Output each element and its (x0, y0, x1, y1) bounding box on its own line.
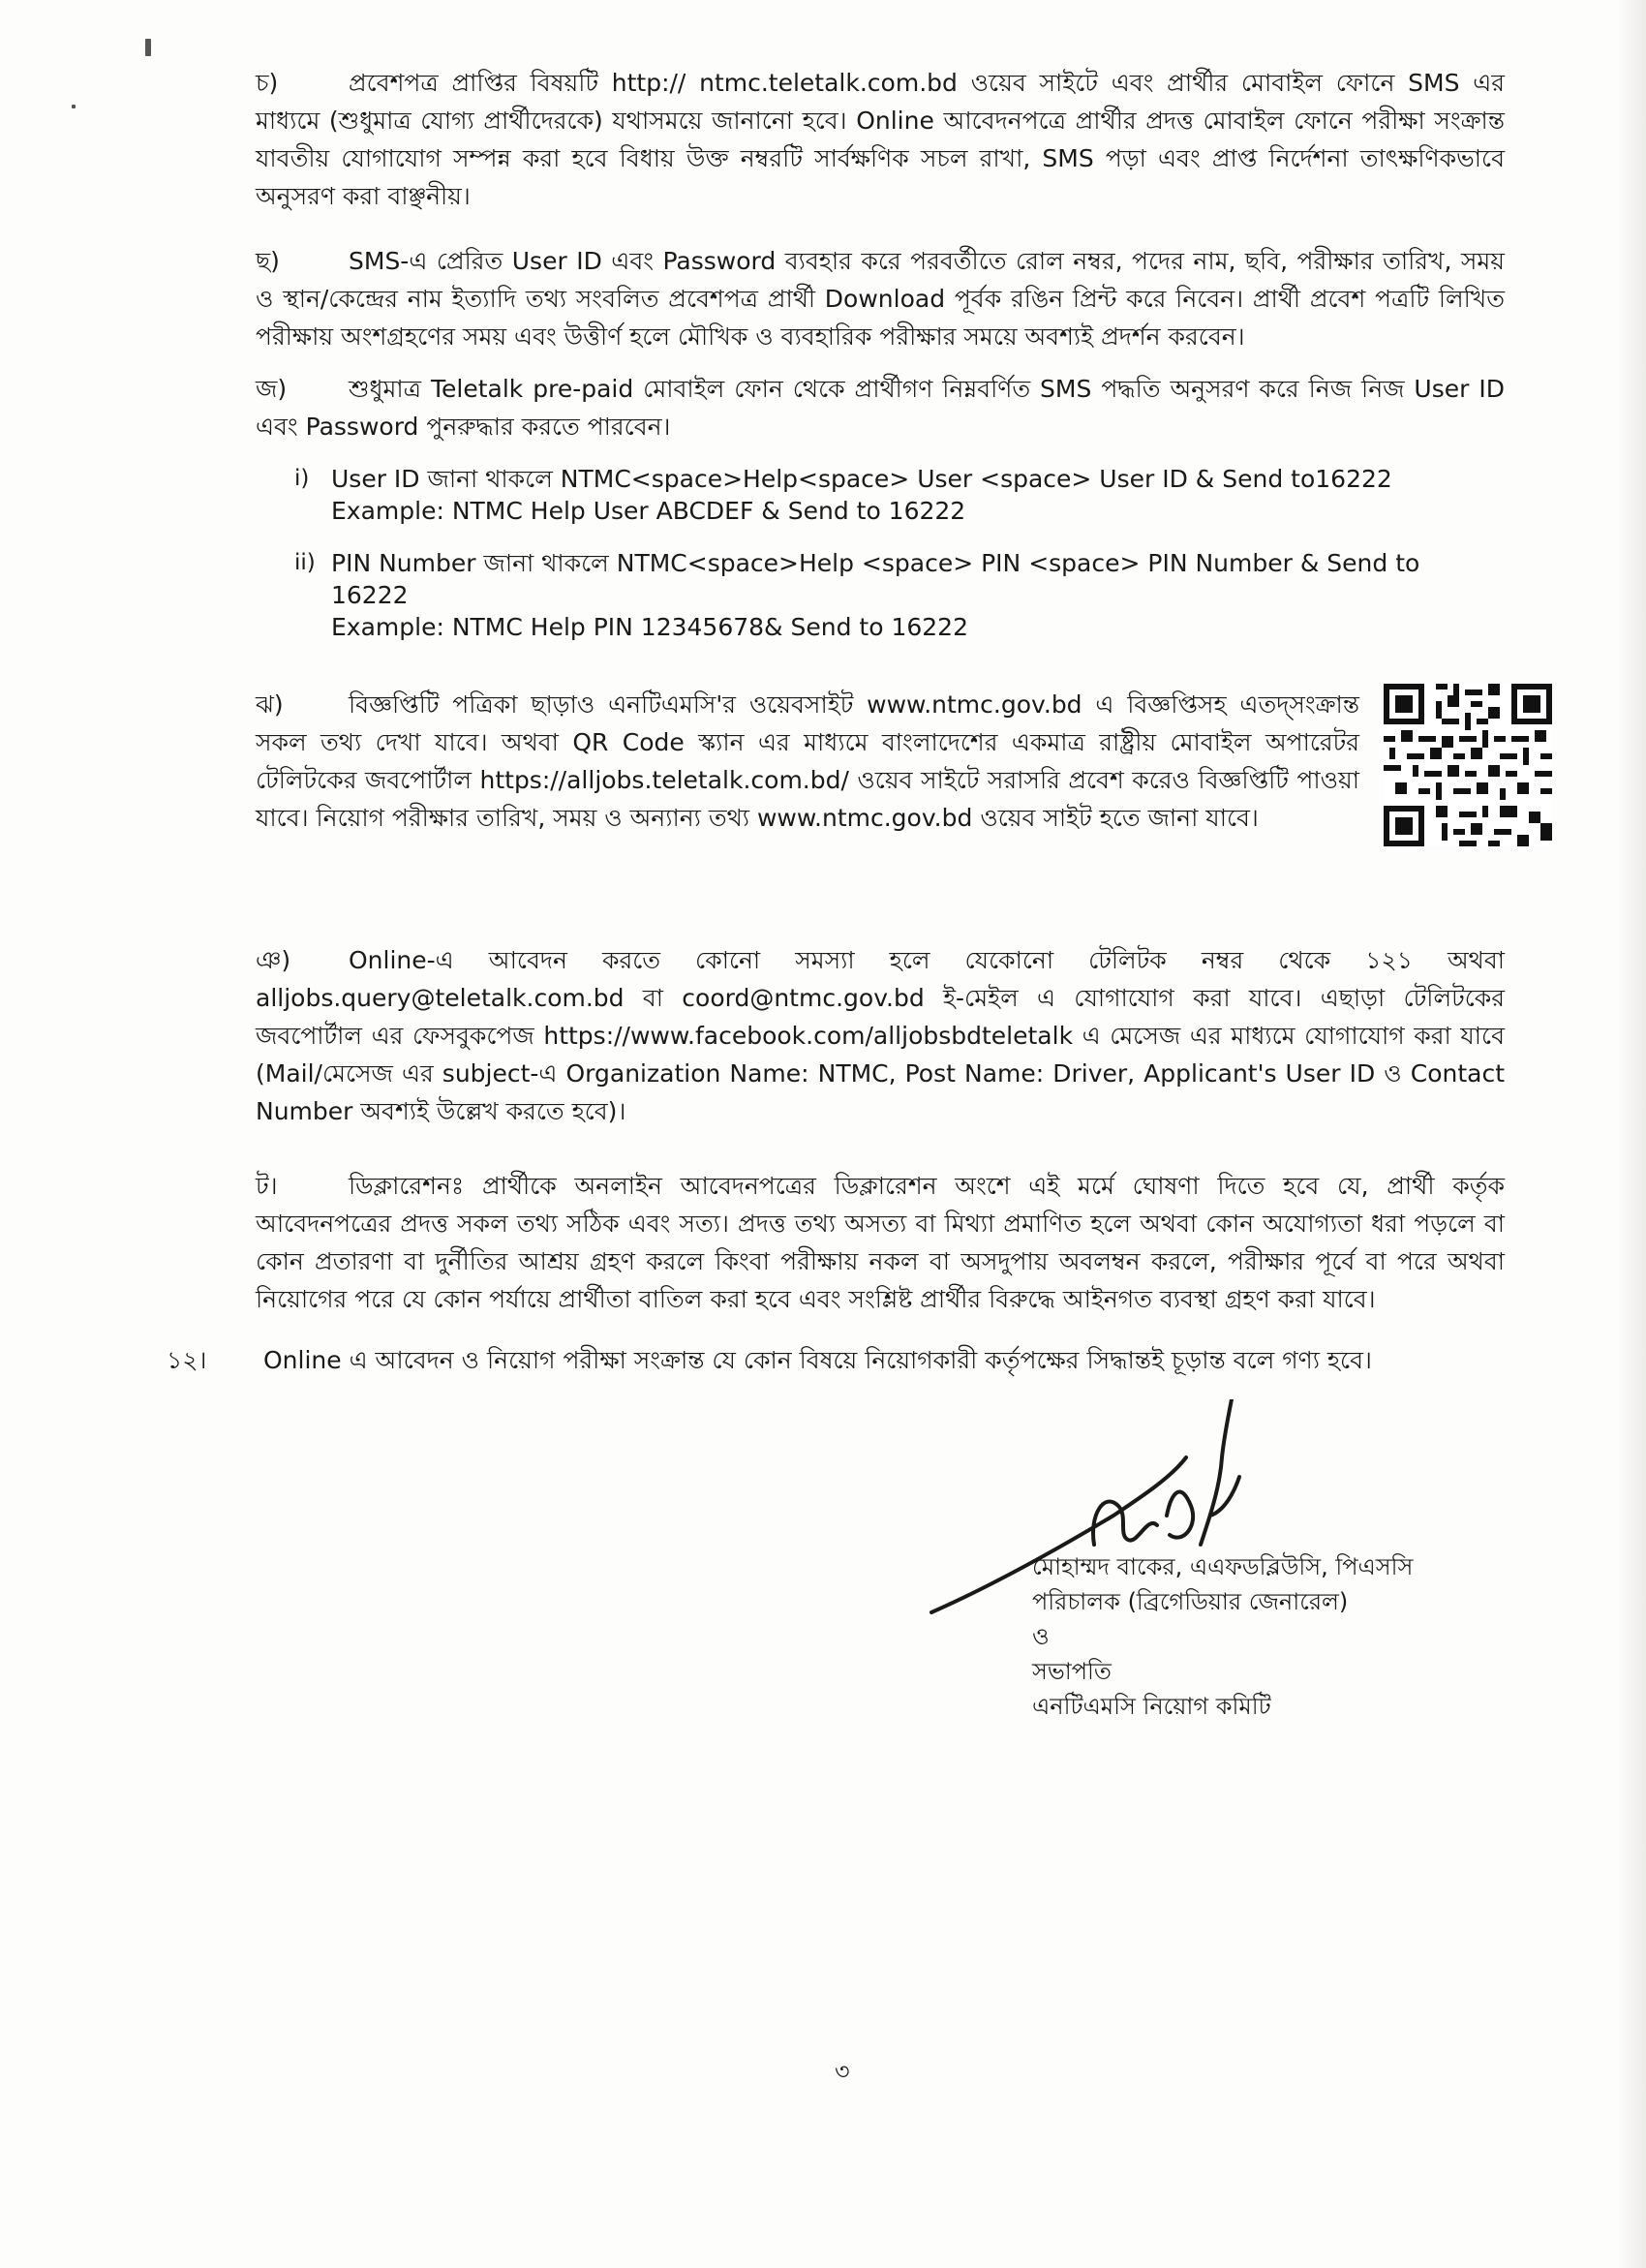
signatory-name: মোহাম্মদ বাকের, এএফডব্লিউসি, পিএসসি (1032, 1553, 1414, 1580)
paragraph-ta (256, 1167, 1505, 1318)
signatory-rank: পরিচালক (ব্রিগেডিয়ার জেনারেল) (1032, 1588, 1349, 1615)
paragraph-text: ডিক্লারেশনঃ প্রার্থীকে অনলাইন আবেদনপত্রের ডিক্লারেশন অংশে এই মর্মে ঘোষণা দিতে হবে যে, প্রার্থী কর্তৃক আবেদনপত্রের প্রদত্ত সকল তথ্য সঠিক এবং সত্য। প্রদত্ত তথ্য অসত্য বা মিথ্যা প্রমাণিত হলে অথবা কোন অযোগ্যতা ধরা পড়লে বা কোন প্রতারণা বা দুর্নীতির আশ্রয় গ্রহণ করলে কিংবা পরীক্ষায় নকল বা অসদুপায় অবলম্বন করলে, পরীক্ষার পূর্বে বা পরে অথবা নিয়োগের পরে যে কোন পর্যায়ে প্রার্থীতা বাতিল করা হবে এবং সংশ্লিষ্ট প্রার্থীর বিরুদ্ধে আইনগত ব্যবস্থা গ্রহণ করা যাবে। (256, 1172, 1505, 1313)
paragraph-label: ছ) (256, 247, 280, 275)
item-12-text: Online এ আবেদন ও নিয়োগ পরীক্ষা সংক্রান্ত যে কোন বিষয়ে নিয়োগকারী কর্তৃপক্ষের সিদ্ধান্তই চূড়ান্ত বলে গণ্য হবে। (263, 1346, 1372, 1374)
paragraph-label: চ) (256, 69, 279, 97)
paragraph-jha (256, 686, 1359, 837)
signatory-conjunction: ও (1032, 1623, 1050, 1650)
paragraph-chha (256, 242, 1505, 355)
scan-speck (72, 105, 76, 108)
paragraph-text: SMS-এ প্রেরিত User ID এবং Password ব্যবহার করে পরবর্তীতে রোল নম্বর, পদের নাম, ছবি, পরীক্ষার তারিখ, সময় ও স্থান/কেন্দ্রের নাম ইত্যাদি তথ্য সংবলিত প্রবেশপত্র প্রার্থী Download পূর্বক রঙিন প্রিন্ট করে নিবেন। প্রার্থী প্রবেশ পত্রটি লিখিত পরীক্ষায় অংশগ্রহণের সময় এবং উত্তীর্ণ হলে মৌখিক ও ব্যবহারিক পরীক্ষার সময়ে অবশ্যই প্রদর্শন করবেন। (256, 247, 1505, 351)
paragraph-ja (256, 370, 1505, 445)
paragraph-label: ঞ) (256, 946, 291, 974)
signatory-committee: এনটিএমসি নিয়োগ কমিটি (1032, 1693, 1271, 1720)
paragraph-text: শুধুমাত্র Teletalk pre-paid মোবাইল ফোন থেকে প্রার্থীগণ নিম্নবর্ণিত SMS পদ্ধতি অনুসরণ করে নিজ নিজ User ID এবং Password পুনরুদ্ধার করতে পারবেন। (256, 375, 1505, 441)
sms-method-format: User ID জানা থাকলে NTMC<space>Help<space> User <space> User ID & Send to16222 (331, 465, 1392, 493)
qr-code-icon[interactable] (1383, 684, 1553, 846)
item-12-number: ১২। (167, 1346, 207, 1374)
paragraph-cha (256, 64, 1505, 215)
scan-speck (145, 39, 151, 56)
signatory-role: সভাপতি (1032, 1658, 1112, 1685)
sms-method-item (294, 547, 1505, 643)
sms-method-item (294, 463, 1505, 527)
paragraph-label: জ) (256, 375, 288, 403)
paragraph-label: ঝ) (256, 690, 284, 719)
signatory-block (1032, 1549, 1413, 1724)
sms-method-format: PIN Number জানা থাকলে NTMC<space>Help <space> PIN <space> PIN Number & Send to 16222 (331, 549, 1420, 609)
page-edge-shadow (1617, 0, 1646, 2268)
sms-method-example: Example: NTMC Help PIN 12345678& Send to 16222 (331, 613, 968, 641)
paragraph-label: ট। (256, 1172, 278, 1200)
page-number: ৩ (835, 2058, 850, 2085)
sms-method-number: ii) (294, 550, 316, 575)
paragraph-text: Online-এ আবেদন করতে কোনো সমস্যা হলে যেকোনো টেলিটক নম্বর থেকে ১২১ অথবা alljobs.query@teletalk.com.bd বা coord@ntmc.gov.bd ই-মেইল এ যোগাযোগ করা যাবে। এছাড়া টেলিটকের জবপোর্টাল এর ফেসবুকপেজ https://www.facebook.com/alljobsbdteletalk এ মেসেজ এর মাধ্যমে যোগাযোগ করা যাবে (Mail/মেসেজ এর subject-এ Organization Name: NTMC, Post Name: Driver, Applicant's User ID ও Contact Number অবশ্যই উল্লেখ করতে হবে)। (256, 946, 1505, 1125)
paragraph-nya (256, 941, 1505, 1130)
sms-method-example: Example: NTMC Help User ABCDEF & Send to 16222 (331, 497, 966, 525)
paragraph-text: বিজ্ঞপ্তিটি পত্রিকা ছাড়াও এনটিএমসি'র ওয়েবসাইট www.ntmc.gov.bd এ বিজ্ঞপ্তিসহ এতদ্‌সংক্রান্ত সকল তথ্য দেখা যাবে। অথবা QR Code স্ক্যান এর মাধ্যমে বাংলাদেশের একমাত্র রাষ্ট্রীয় মোবাইল অপারেটর টেলিটকের জবপোর্টাল https://alljobs.teletalk.com.bd/ ওয়েব সাইটে সরাসরি প্রবেশ করেও বিজ্ঞপ্তিটি পাওয়া যাবে। নিয়োগ পরীক্ষার তারিখ, সময় ও অন্যান্য তথ্য www.ntmc.gov.bd ওয়েব সাইট হতে জানা যাবে। (256, 690, 1359, 832)
paragraph-text: প্রবেশপত্র প্রাপ্তির বিষয়টি http:// ntmc.teletalk.com.bd ওয়েব সাইটে এবং প্রার্থীর মোবাইল ফোনে SMS এর মাধ্যমে (শুধুমাত্র যোগ্য প্রার্থীদেরকে) যথাসময়ে জানানো হবে। Online আবেদনপত্রে প্রার্থীর প্রদত্ত মোবাইল ফোনে পরীক্ষা সংক্রান্ত যাবতীয় যোগাযোগ সম্পন্ন করা হবে বিধায় উক্ত নম্বরটি সার্বক্ষণিক সচল রাখা, SMS পড়া এবং প্রাপ্ত নির্দেশনা তাৎক্ষণিকভাবে অনুসরণ করা বাঞ্ছনীয়। (256, 69, 1505, 210)
sms-method-number: i) (294, 466, 310, 491)
